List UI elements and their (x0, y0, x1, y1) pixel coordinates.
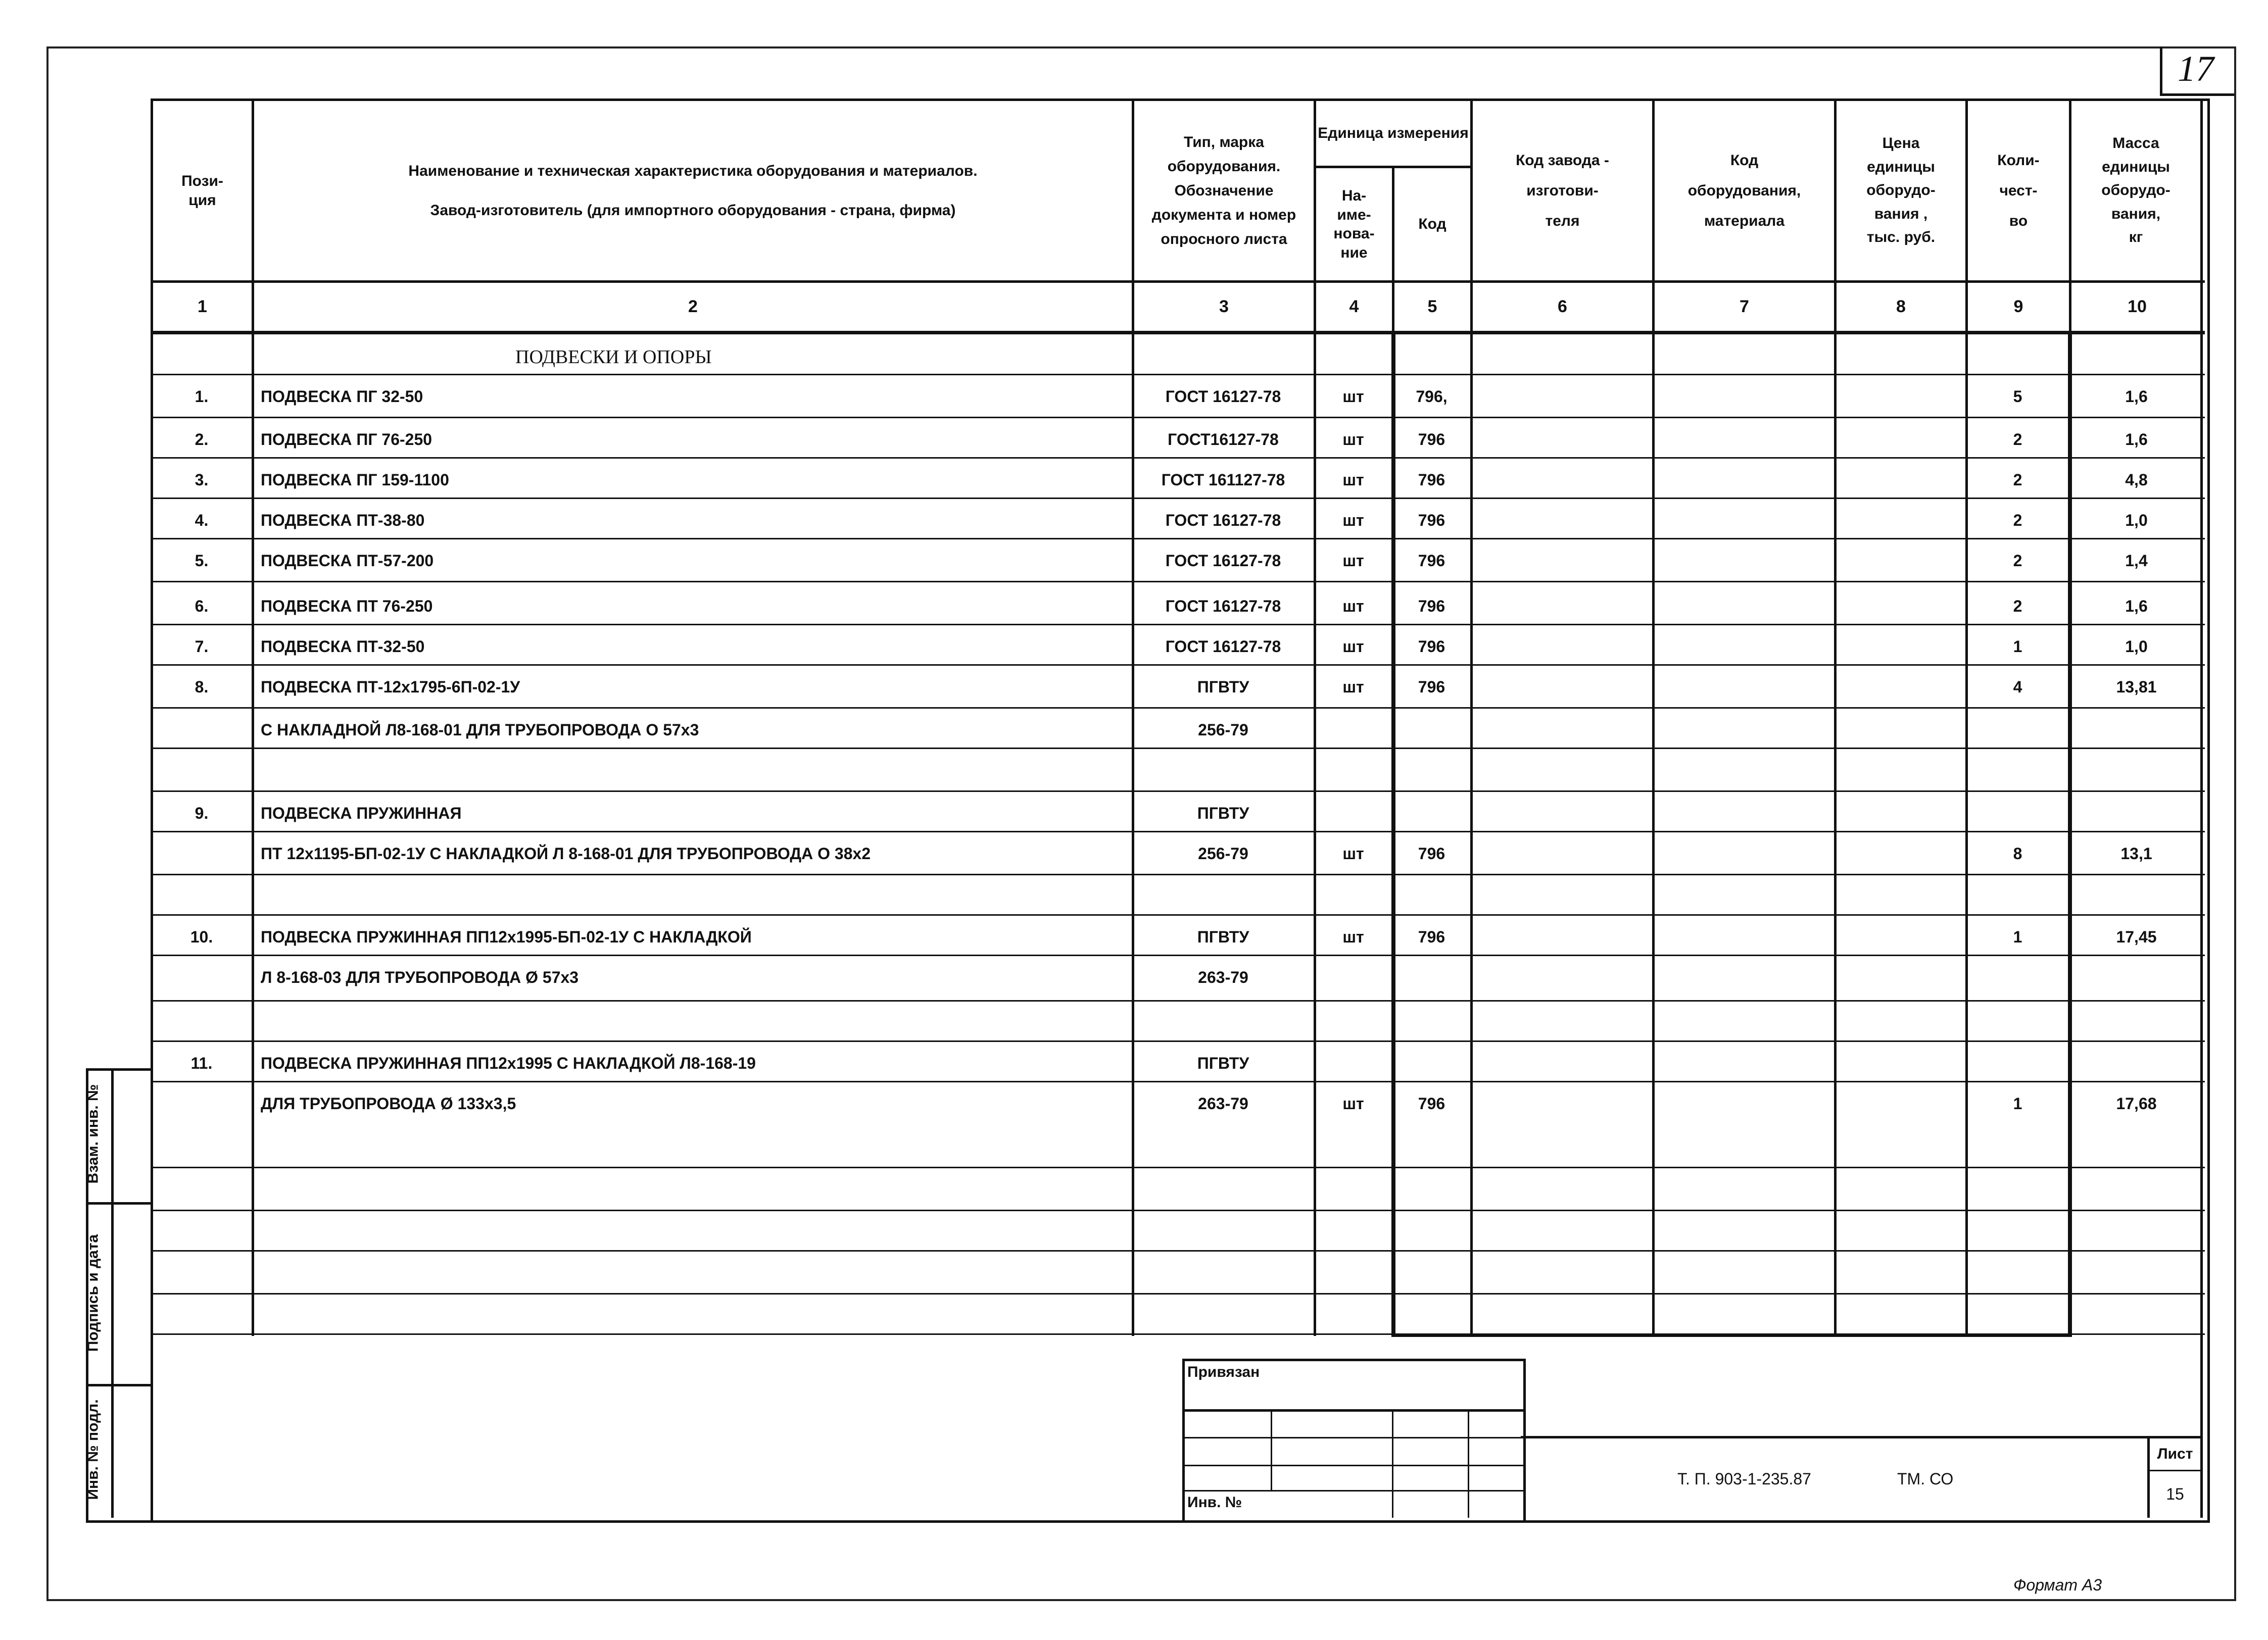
column-number: 7 (1740, 297, 1749, 317)
row-unit: шт (1342, 597, 1364, 615)
row-qty (1968, 750, 2067, 790)
row-doc: 256-79 (1198, 721, 1248, 739)
row-qty: 2 (2013, 471, 2022, 489)
row-name: ПОДВЕСКА ПТ-57-200 (261, 552, 434, 570)
row-qty (1968, 957, 2067, 998)
row-code: 796 (1418, 511, 1445, 529)
row-unit: шт (1342, 928, 1364, 946)
row-code (1394, 876, 1469, 917)
row-unit: шт (1342, 844, 1364, 863)
row-mass (2071, 876, 2201, 917)
row-code: 796 (1418, 844, 1445, 863)
col-header-unit-code: Код (1418, 216, 1446, 233)
row-pos: 4. (195, 511, 209, 529)
row-mass: 17,45 (2116, 928, 2157, 946)
row-doc: ГОСТ16127-78 (1168, 430, 1279, 449)
title-block-sheet-label: Лист (2157, 1446, 2193, 1463)
row-pos: 11. (190, 1054, 213, 1072)
row-code: 796, (1416, 387, 1447, 406)
row-name: ПОДВЕСКА ПГ 32-50 (261, 387, 423, 406)
row-pos (153, 833, 250, 874)
row-code (1394, 750, 1469, 790)
row-unit: шт (1342, 637, 1364, 656)
row-code (1394, 957, 1469, 998)
col-header-name-line1: Наименование и техническая характеристика оборудования и материалов. (408, 163, 978, 179)
row-mass (2071, 750, 2201, 790)
row-doc: ГОСТ 161127-78 (1161, 471, 1285, 489)
row-code: 796 (1418, 678, 1445, 696)
title-block-inv: Инв. № (1187, 1494, 1242, 1511)
row-mass: 1,0 (2125, 637, 2148, 656)
row-qty (1968, 710, 2067, 750)
row-qty: 5 (2013, 387, 2022, 406)
row-qty: 8 (2013, 844, 2022, 863)
row-unit: шт (1342, 430, 1364, 449)
row-qty (1968, 1003, 2067, 1043)
row-pos (153, 876, 250, 917)
row-mass (2071, 710, 2201, 750)
row-mass: 1,4 (2125, 552, 2148, 570)
column-number: 9 (2013, 297, 2023, 317)
row-code (1394, 1043, 1469, 1083)
column-number: 3 (1219, 297, 1229, 317)
side-stamp-inv: Инв. № подл. (84, 1399, 102, 1500)
col-header-type: Тип, марка оборудования. Обозначение документа и номер опросного листа (1151, 133, 1296, 247)
row-name: ПОДВЕСКА ПГ 159-1100 (261, 471, 449, 489)
row-doc: 263-79 (1198, 1095, 1248, 1113)
row-pos: 3. (195, 471, 209, 489)
row-name: ДЛЯ ТРУБОПРОВОДА Ø 133x3,5 (261, 1095, 516, 1113)
row-qty (1968, 1043, 2067, 1083)
col-header-position: Пози- ция (181, 173, 223, 209)
row-unit (1316, 793, 1390, 833)
row-qty: 2 (2013, 430, 2022, 449)
row-mass: 13,81 (2116, 678, 2157, 696)
row-doc (1134, 876, 1312, 917)
row-pos: 8. (195, 678, 209, 696)
row-name: ПОДВЕСКА ПРУЖИННАЯ ПП12x1995-БП-02-1У С НАКЛАДКОЙ (261, 928, 752, 946)
row-code: 796 (1418, 637, 1445, 656)
row-qty (1968, 876, 2067, 917)
side-stamp-sign-date: Подпись и дата (84, 1234, 102, 1352)
row-qty: 4 (2013, 678, 2022, 696)
row-pos: 2. (195, 430, 209, 449)
row-name: ПОДВЕСКА ПТ-38-80 (261, 511, 425, 529)
title-block-sheet-number: 15 (2166, 1484, 2184, 1503)
row-code: 796 (1418, 597, 1445, 615)
row-name: ПОДВЕСКА ПТ-32-50 (261, 637, 425, 656)
row-pos: 5. (195, 552, 209, 570)
row-qty: 2 (2013, 552, 2022, 570)
row-unit (1316, 957, 1390, 998)
row-code: 796 (1418, 430, 1445, 449)
row-doc: ПГВТУ (1197, 678, 1249, 696)
row-unit (1316, 750, 1390, 790)
row-name (261, 1003, 1130, 1043)
row-unit (1316, 710, 1390, 750)
row-code (1394, 793, 1469, 833)
row-doc: ГОСТ 16127-78 (1165, 511, 1281, 529)
row-unit: шт (1342, 1095, 1364, 1113)
row-name (261, 750, 1130, 790)
row-unit: шт (1342, 511, 1364, 529)
row-qty: 1 (2013, 928, 2022, 946)
side-stamp-vzam: Взам. инв. № (84, 1084, 102, 1184)
row-name: ПОДВЕСКА ПГ 76-250 (261, 430, 432, 449)
row-unit: шт (1342, 552, 1364, 570)
row-mass (2071, 957, 2201, 998)
column-number: 2 (688, 297, 698, 317)
row-name: С НАКЛАДНОЙ Л8-168-01 ДЛЯ ТРУБОПРОВОДА О 57x3 (261, 721, 699, 739)
row-qty: 2 (2013, 597, 2022, 615)
col-header-price: Цена единицы оборудо- вания , тыс. руб. (1866, 135, 1936, 246)
col-header-quantity: Коли- чест- во (1997, 152, 2040, 229)
row-name: ПОДВЕСКА ПТ 76-250 (261, 597, 433, 615)
col-header-factory-code: Код завода - изготови- теля (1516, 152, 1609, 229)
title-block-privyazan: Привязан (1187, 1364, 1260, 1380)
row-mass: 1,0 (2125, 511, 2148, 529)
row-code: 796 (1418, 471, 1445, 489)
format-label: Формат А3 (2013, 1576, 2102, 1594)
col-header-equipment-code: Код оборудования, материала (1687, 152, 1801, 229)
row-code: 796 (1418, 552, 1445, 570)
column-number: 5 (1427, 297, 1437, 317)
row-unit: шт (1342, 471, 1364, 489)
row-name: ПОДВЕСКА ПРУЖИННАЯ (261, 804, 462, 822)
sheet-mark: 17 (2178, 48, 2214, 89)
row-mass: 17,68 (2116, 1095, 2157, 1113)
row-pos (153, 957, 250, 998)
row-doc: ГОСТ 16127-78 (1165, 597, 1281, 615)
row-doc (1134, 1003, 1312, 1043)
row-qty: 2 (2013, 511, 2022, 529)
row-mass: 13,1 (2120, 844, 2152, 863)
row-pos (153, 710, 250, 750)
row-doc: 256-79 (1198, 844, 1248, 863)
column-number: 4 (1349, 297, 1359, 317)
row-qty: 1 (2013, 1095, 2022, 1113)
row-qty (1968, 793, 2067, 833)
row-pos: 10. (190, 928, 213, 946)
row-mass: 1,6 (2125, 430, 2148, 449)
row-code: 796 (1418, 1095, 1445, 1113)
column-number: 6 (1558, 297, 1567, 317)
row-doc: ГОСТ 16127-78 (1165, 387, 1281, 406)
row-doc: 263-79 (1198, 968, 1248, 986)
row-pos: 6. (195, 597, 209, 615)
row-pos (153, 1083, 250, 1124)
row-pos: 7. (195, 637, 209, 656)
row-code: 796 (1418, 928, 1445, 946)
row-unit (1316, 1043, 1390, 1083)
title-block-mark: ТМ. СО (1897, 1470, 1954, 1488)
row-pos: 9. (195, 804, 209, 822)
row-doc: ПГВТУ (1197, 928, 1249, 946)
row-name: ПОДВЕСКА ПТ-12x1795-6П-02-1У (261, 678, 520, 696)
row-name: Л 8-168-03 ДЛЯ ТРУБОПРОВОДА Ø 57x3 (261, 968, 579, 986)
row-doc: ГОСТ 16127-78 (1165, 552, 1281, 570)
row-doc: ПГВТУ (1197, 804, 1249, 822)
row-name: ПТ 12x1195-БП-02-1У С НАКЛАДКОЙ Л 8-168-01 ДЛЯ ТРУБОПРОВОДА О 38x2 (261, 844, 871, 863)
col-header-name (254, 101, 1132, 280)
col-header-name-line2: Завод-изготовитель (для импортного оборудования - страна, фирма) (430, 202, 956, 219)
row-doc: ПГВТУ (1197, 1054, 1249, 1072)
col-header-mass: Масса единицы оборудо- вания, кг (2101, 135, 2170, 246)
column-number: 10 (2128, 297, 2147, 317)
section-title: ПОДВЕСКИ И ОПОРЫ (515, 346, 712, 368)
row-qty: 1 (2013, 637, 2022, 656)
row-mass: 1,6 (2125, 597, 2148, 615)
col-header-unit-name: На- име- нова- ние (1333, 187, 1375, 261)
col-header-unit-group: Единица измерения (1318, 125, 1469, 142)
row-unit: шт (1342, 678, 1364, 696)
row-pos: 1. (195, 387, 209, 406)
row-unit (1316, 1003, 1390, 1043)
row-mass: 1,6 (2125, 387, 2148, 406)
column-number: 8 (1896, 297, 1906, 317)
row-unit: шт (1342, 387, 1364, 406)
row-name (261, 876, 1130, 917)
row-doc: ГОСТ 16127-78 (1165, 637, 1281, 656)
row-code (1394, 1003, 1469, 1043)
row-mass (2071, 1043, 2201, 1083)
row-mass: 4,8 (2125, 471, 2148, 489)
row-name: ПОДВЕСКА ПРУЖИННАЯ ПП12x1995 С НАКЛАДКОЙ Л8-168-19 (261, 1054, 756, 1072)
row-pos (153, 750, 250, 790)
row-doc (1134, 750, 1312, 790)
row-unit (1316, 876, 1390, 917)
title-block-designation: Т. П. 903-1-235.87 (1677, 1470, 1811, 1488)
column-number: 1 (198, 297, 207, 317)
row-code (1394, 710, 1469, 750)
row-mass (2071, 793, 2201, 833)
row-mass (2071, 1003, 2201, 1043)
row-pos (153, 1003, 250, 1043)
